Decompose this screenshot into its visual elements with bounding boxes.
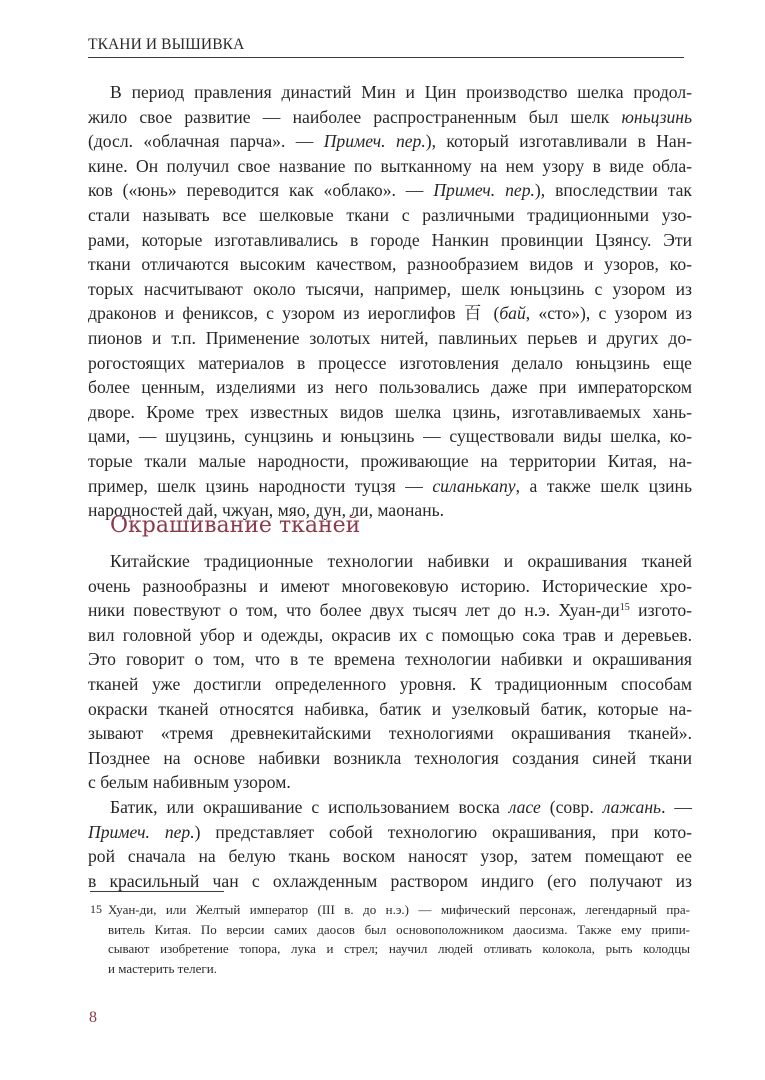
text-run: стали называть все шелковые ткани с различными традиционными узо- [88, 204, 692, 225]
text-line [88, 598, 692, 623]
text-run: торых насчитывают около тысячи, например, шелк юньцзинь с узором из [88, 278, 692, 299]
text-line [88, 203, 692, 228]
text-line [88, 301, 692, 326]
text-run: пример, шелк цзинь народности туцзя — [88, 475, 433, 496]
footnote-divider [90, 891, 224, 892]
text-run: Батик, или окрашивание с использованием воска [110, 796, 509, 817]
text-line [88, 672, 692, 697]
italic-term: Примеч. пер. [88, 821, 195, 842]
text-run: , а также шелк цзинь [515, 475, 693, 496]
text-line [88, 746, 692, 771]
text-run: торые ткали малые народности, проживающие на территории Китая, на- [88, 450, 692, 471]
text-line [88, 574, 692, 599]
italic-term: ласе [508, 796, 541, 817]
text-run: ков («юнь» переводится как «облако». — [88, 180, 434, 201]
text-line [88, 228, 692, 253]
text-line [88, 351, 692, 376]
italic-term: Примеч. пер. [433, 180, 535, 201]
section-body-dyeing [88, 549, 692, 893]
text-run: зывают «тремя древнекитайскими технологиями окрашивания тканей». [88, 723, 692, 744]
footnote-reference[interactable]: 15 [619, 602, 630, 614]
text-line [88, 647, 692, 672]
text-run: . — [661, 796, 693, 817]
text-line [88, 721, 692, 746]
text-run: В период правления династий Мин и Цин производство шелка продол- [110, 82, 692, 102]
text-run: жило свое развитие — наиболее распространенным был шелк [88, 106, 622, 127]
text-run: более ценным, изделиями из него пользовались даже при императорском [88, 377, 692, 398]
text-run: рой сначала на белую ткань воском наносят узор, затем помещают ее [88, 846, 692, 867]
text-run: ткани отличаются высоким качеством, разнообразием видов и узоров, ко- [88, 254, 692, 275]
text-line [88, 869, 692, 894]
text-run: (досл. «облачная парча». — [88, 131, 324, 152]
italic-term: лажань [602, 796, 662, 817]
paragraph [88, 795, 692, 893]
text-line [88, 375, 692, 400]
text-run: окраски тканей относятся набивка, батик и узелковый батик, которые на- [88, 698, 692, 719]
text-line [88, 623, 692, 648]
italic-term: силанькапу [432, 475, 516, 496]
text-run: рами, которые изготавливались в городе Нанкин провинции Цзянсу. Эти [88, 229, 692, 250]
text-line [88, 697, 692, 722]
text-run: изгото- [629, 600, 692, 621]
text-run: очень разнообразны и имеют многовековую историю. Исторические хро- [88, 575, 692, 596]
footnote-number: 15 [90, 902, 102, 916]
text-line [88, 424, 692, 449]
text-line [88, 844, 692, 869]
text-run: (совр. [540, 796, 603, 817]
text-run: драконов и фениксов, с узором из иероглифов 百 ( [88, 303, 500, 324]
text-run: тканей уже достигли определенного уровня. К традиционным способам [88, 673, 692, 694]
text-line [88, 770, 692, 795]
text-line [88, 277, 692, 302]
text-run: Китайские традиционные технологии набивки и окрашивания тканей [110, 551, 692, 571]
footnote-line: сывают изобретение топора, лука и стрел; научил людей отливать колокола, рыть колодцы [108, 941, 690, 957]
section-body-silk [88, 80, 692, 523]
text-run: рогостоящих материалов в процессе изготовления делало юньцзинь еще [88, 352, 692, 373]
section-heading: Окрашивание тканей [110, 513, 361, 538]
text-run: ), впоследствии так [534, 180, 692, 201]
footnote-line: и мастерить телеги. [108, 960, 217, 976]
footnote [90, 900, 690, 978]
text-line [88, 129, 692, 154]
text-line [88, 400, 692, 425]
footnote-line: витель Китая. По версии самих даосов был основоположником даосизма. Также ему припи- [108, 921, 690, 937]
text-run: Позднее на основе набивки возникла технология создания синей ткани [88, 747, 692, 768]
text-run: ники повествуют о том, что более двух тысяч лет до н.э. Хуан-ди [88, 600, 620, 621]
text-run: ), который изготавливали в Нан- [425, 131, 692, 152]
running-head: ТКАНИ И ВЫШИВКА [88, 36, 684, 58]
text-run: , «сто»), с узором из [525, 303, 692, 324]
page-number: 8 [89, 1009, 97, 1026]
text-line [88, 252, 692, 277]
italic-term: Примеч. пер. [323, 131, 426, 152]
text-run: с белым набивным узором. [88, 772, 291, 793]
paragraph [88, 549, 692, 795]
italic-term: бай [499, 303, 526, 324]
text-run: в красильный чан с охлажденным раствором индиго (его получают из [88, 870, 692, 891]
paragraph [88, 80, 692, 523]
text-run: Это говорит о том, что в те времена технологии набивки и окрашивания [88, 649, 692, 670]
text-line [88, 178, 692, 203]
text-line [88, 449, 692, 474]
text-line [88, 154, 692, 179]
footnote-line: Хуан-ди, или Желтый император (III в. до н.э.) — мифический персонаж, легендарный пра- [108, 902, 690, 917]
text-line [88, 326, 692, 351]
text-run: ) представляет собой технологию окрашивания, при кото- [194, 821, 692, 842]
text-line [88, 474, 692, 499]
text-line [88, 80, 692, 105]
text-line [88, 105, 692, 130]
text-line [88, 549, 692, 574]
text-line [88, 795, 692, 820]
text-run: вил головной убор и одежды, окрасив их с помощью сока трав и деревьев. [88, 624, 692, 645]
text-run: цами, — шуцзинь, сунцзинь и юньцзинь — существовали виды шелка, ко- [88, 426, 692, 447]
italic-term: юньцзинь [621, 106, 692, 127]
text-run: кине. Он получил свое название по вытканному на нем узору в виде обла- [88, 155, 692, 176]
text-line [88, 820, 692, 845]
text-run: народностей дай, чжуан, мяо, дун, ли, маонань. [88, 500, 445, 521]
footnote-text [108, 900, 690, 978]
text-run: пионов и т.п. Применение золотых нитей, павлиньих перьев и других до- [88, 327, 692, 348]
text-run: дворе. Кроме трех известных видов шелка цзинь, изготавливаемых хань- [88, 401, 692, 422]
